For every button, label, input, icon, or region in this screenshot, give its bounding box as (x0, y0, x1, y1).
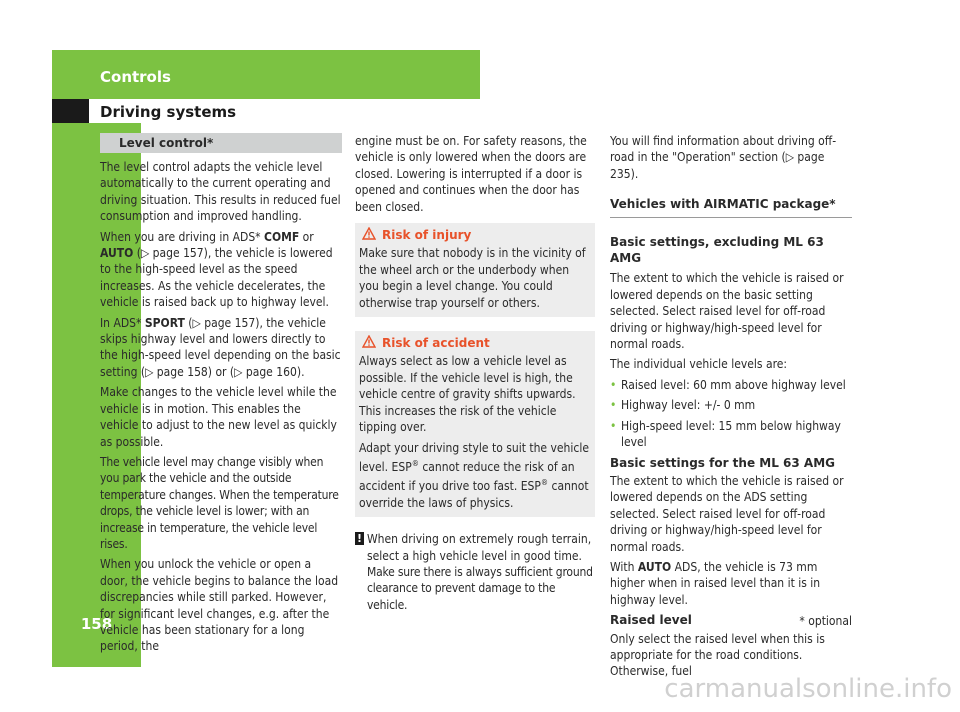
list-item: • High-speed level: 15 mm below highway level (610, 418, 852, 451)
warning-title: Risk of accident (382, 336, 490, 351)
mode-label: AUTO (100, 246, 134, 261)
section-heading-airmatic: Vehicles with AIRMATIC package* (610, 196, 852, 217)
paragraph: Only select the raised level when this is appropriate for the road conditions. Otherwise, fuel (610, 631, 825, 679)
subheading-raised-level: Raised level (610, 613, 692, 628)
warning-box-accident (355, 331, 595, 517)
watermark: carmanualsonline.info (664, 674, 952, 704)
warning-text: Adapt your driving style to suit the vehicle level. ESP® cannot reduce the risk of an accident if you drive too fast. ESP® cannot override the laws of physics. (359, 440, 589, 510)
column-2 (355, 133, 595, 613)
mode-label: COMF (264, 229, 300, 244)
mode-label: SPORT (144, 315, 185, 330)
notice-text: When driving on extremely rough terrain, select a high vehicle level in good time. (367, 532, 592, 563)
notice-text: Make sure there is always sufficient ground clearance to prevent damage to the vehicle. (367, 564, 593, 612)
notice-block (355, 531, 595, 613)
paragraph: Make changes to the vehicle level while the vehicle is in motion. This enables the vehicle to adjust to the new level as quickly as possible. (100, 385, 337, 449)
column-3 (610, 133, 852, 684)
warning-text: Always select as low a vehicle level as possible. If the vehicle level is high, the vehicle centre of gravity shifts upwards. This increases the risk of the vehicle tipping over. (359, 354, 576, 435)
section-title: Controls (100, 68, 171, 86)
header-tab-marker (52, 99, 89, 123)
list-item: • Raised level: 60 mm above highway level (610, 377, 852, 393)
section-heading-level-control: Level control* (100, 133, 342, 153)
page-number: 158 (80, 615, 113, 633)
warning-title: Risk of injury (382, 228, 472, 243)
subheading-ml63: Basic settings for the ML 63 AMG (610, 455, 835, 470)
warning-box-injury (355, 223, 595, 317)
warning-text: Make sure that nobody is in the vicinity of the wheel arch or the underbody when you begin a level change. You could otherwise trap yourself or others. (359, 246, 586, 310)
paragraph: The extent to which the vehicle is raised or lowered depends on the basic setting selected. Select raised level for off-road driving or highway/high-speed level for normal roads. (610, 271, 844, 352)
page-title: Driving systems (100, 103, 237, 121)
paragraph: When you are driving in ADS* COMF or AUTO (▷ page 157), the vehicle is lowered to the high-speed level as the speed increases. As the vehicle decelerates, the vehicle is raised back up to highway level. (100, 229, 333, 310)
exclamation-icon: ! (356, 532, 363, 546)
paragraph: The individual vehicle levels are: (610, 357, 788, 372)
paragraph: When you unlock the vehicle or open a door, the vehicle begins to balance the load discrepancies while still parked. However, for significant level changes, e.g. after the vehicle has been stationary for a long period, the (100, 557, 339, 654)
paragraph: The level control adapts the vehicle level automatically to the current operating and driving situation. This results in reduced fuel consumption and improved handling. (100, 160, 341, 224)
paragraph: You will find information about driving off-road in the "Operation" section (▷ page 235). (610, 134, 837, 181)
footnote: * optional (799, 614, 852, 628)
paragraph: The extent to which the vehicle is raised or lowered depends on the ADS setting selected. Select raised level for off-road driving or highway/high-speed level for normal roads. (610, 473, 844, 554)
paragraph: The vehicle level may change visibly when you park the vehicle and the outside temperature changes. When the temperature drops, the vehicle level is lower; with an increase in temperature, the vehicle level rises. (100, 454, 339, 551)
paragraph: engine must be on. For safety reasons, the vehicle is only lowered when the doors are closed. Lowering is interrupted if a door is opened and continues when the door has been closed. (355, 134, 587, 214)
paragraph: In ADS* SPORT (▷ page 157), the vehicle skips highway level and lowers directly to the high-speed level depending on the basic setting (▷ page 158) or (▷ page 160). (100, 315, 341, 379)
column-1 (100, 133, 342, 659)
subheading-basic-settings: Basic settings, excluding ML 63 AMG (610, 234, 824, 266)
warning-triangle-icon (362, 335, 376, 348)
level-list (610, 377, 852, 451)
mode-label: AUTO (637, 559, 672, 574)
list-item: • Highway level: +/- 0 mm (610, 397, 852, 413)
paragraph: With AUTO ADS, the vehicle is 73 mm higher when in raised level than it is in highway level. (610, 559, 821, 607)
warning-triangle-icon (362, 227, 376, 240)
